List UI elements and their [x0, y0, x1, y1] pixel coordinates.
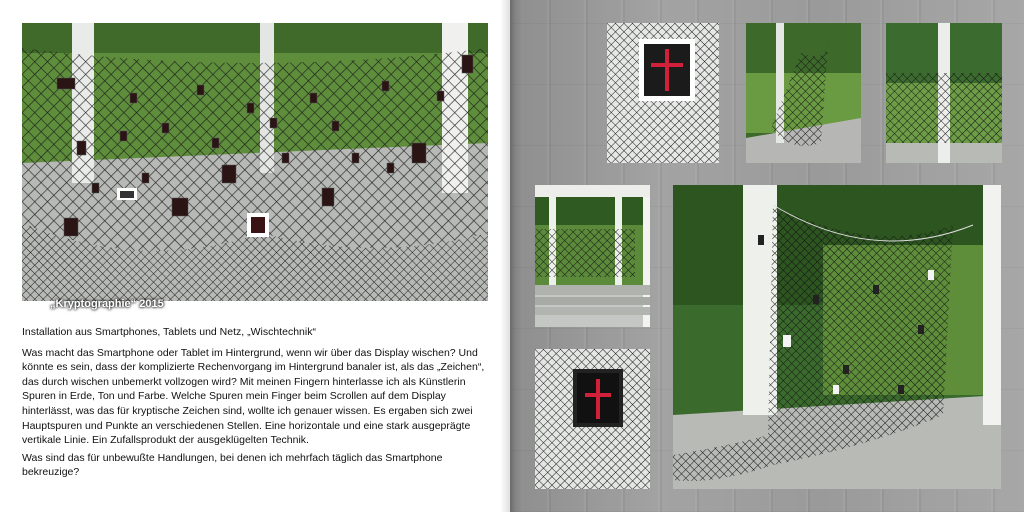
large-net-photo	[673, 185, 1001, 489]
body-paragraph: Was macht das Smartphone oder Tablet im Hintergrund, wenn wir über das Display wischen? Und könnte es sein, dass der komplizierte Rechenvorgang im Hintergrund banaler ist, als das „Zeichen“, das durch wischen unbemerkt vollzogen wird? Mit meinen Fingern hinterlasse ich als Künstlerin Spuren in Erde, Ton und Farbe. Welche Spuren mein Finger beim Scrollen auf dem Display hinterlässt, was das für kryptische Zeichen sind, wollte ich genauer wissen. Es ergaben sich zwei Hauptspuren und Punkte an verschiedenen Stellen. Eine horizontale und eine stark ausgeprägte vertikale Linie. Ein Zufallsprodukt der ausgeklügelten Technik.	[22, 346, 485, 447]
pavilion-photo	[535, 185, 650, 327]
intro-line: Installation aus Smartphones, Tablets und Netz, „Wischtechnik“	[22, 326, 316, 338]
main-installation-photo	[22, 23, 488, 310]
net-side-view-photo	[886, 23, 1002, 163]
cross-closeup-photo-top	[607, 23, 719, 163]
right-page	[510, 0, 1024, 512]
closing-paragraph: Was sind das für unbewußte Handlungen, bei denen ich mehrfach täglich das Smartphone bekreuzige?	[22, 451, 443, 479]
hanging-net-photo	[746, 23, 861, 163]
description-text	[22, 325, 492, 483]
photo-caption: „Kryptographie“ 2015	[50, 298, 164, 310]
book-spine	[500, 0, 522, 512]
cross-closeup-photo-bottom	[535, 349, 650, 489]
left-page	[0, 0, 510, 512]
